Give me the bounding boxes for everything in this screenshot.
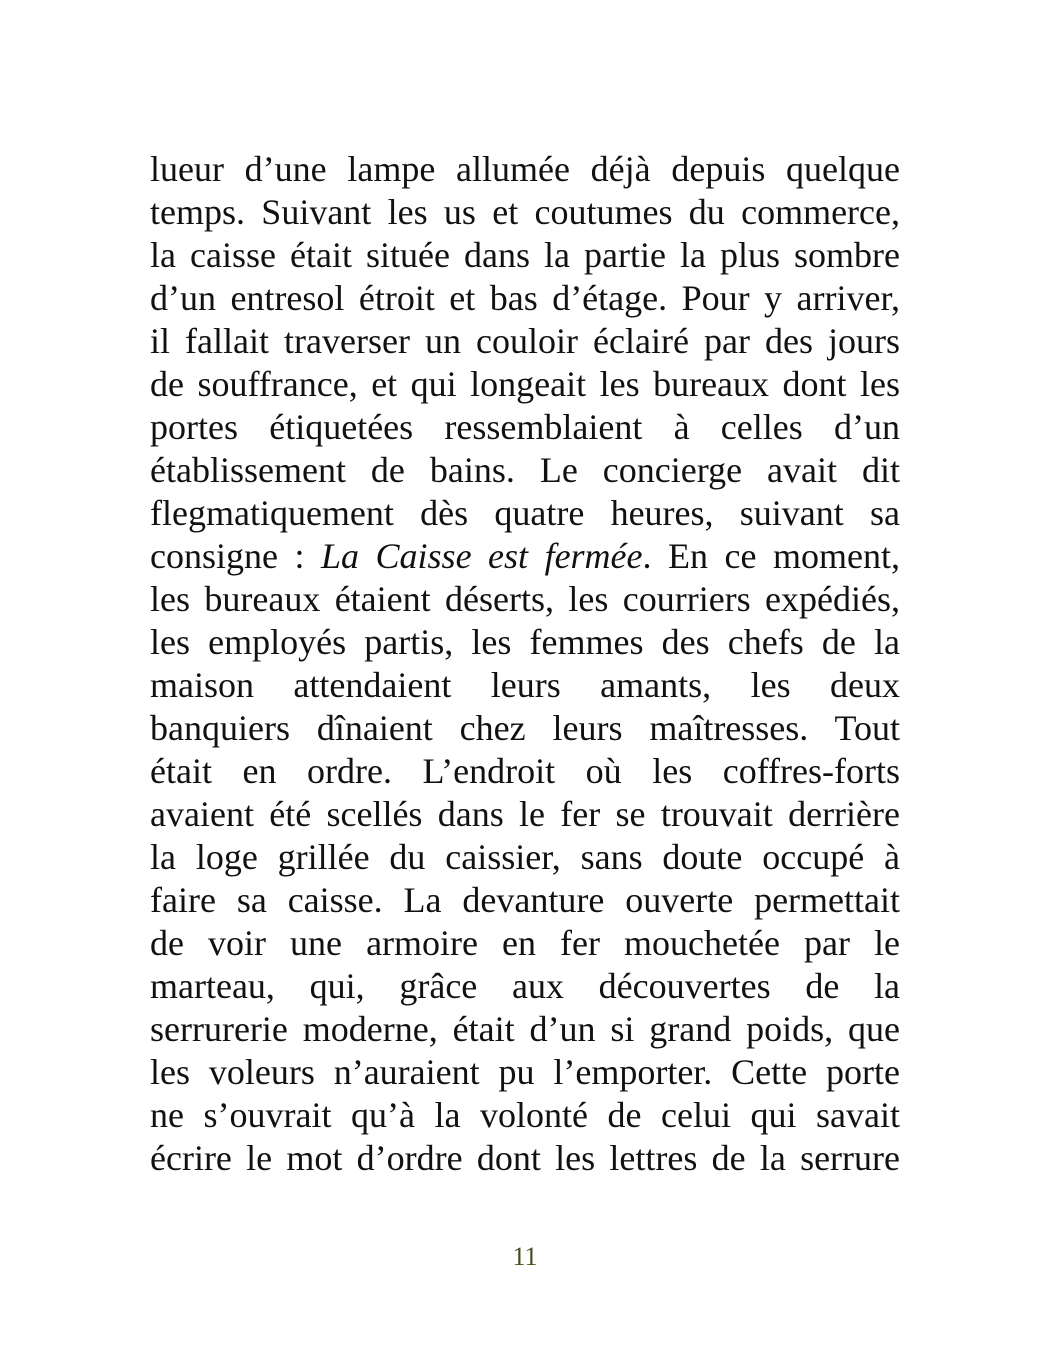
text-line: serrurerie moderne, était d’un si grand poids, que [150,1009,900,1049]
text-line: banquiers dînaient chez leurs maîtresses. Tout [150,708,900,748]
text-line: écrire le mot d’ordre dont les lettres de la serrure [150,1138,900,1178]
text-line: d’un entresol étroit et bas d’étage. Pour y arriver, [150,278,900,318]
text-line: maison attendaient leurs amants, les deux [150,665,900,705]
italic-phrase: La Caisse est fermée [321,536,643,576]
text-line: était en ordre. L’endroit où les coffres-forts [150,751,900,791]
text-line-with-italic [150,535,900,578]
text-line: la loge grillée du caissier, sans doute occupé à [150,837,900,877]
text-line: lueur d’une lampe allumée déjà depuis quelque [150,149,900,189]
text-line: la caisse était située dans la partie la plus sombre [150,235,900,275]
page-body-text [150,148,900,1180]
text-line: les bureaux étaient déserts, les courriers expédiés, [150,579,900,619]
text-segment: . En ce moment, [642,536,900,576]
text-segment: consigne : [150,536,321,576]
text-line: temps. Suivant les us et coutumes du commerce, [150,192,900,232]
text-line: les voleurs n’auraient pu l’emporter. Cette porte [150,1052,900,1092]
text-line: avaient été scellés dans le fer se trouvait derrière [150,794,900,834]
text-line: les employés partis, les femmes des chefs de la [150,622,900,662]
text-line: ne s’ouvrait qu’à la volonté de celui qui savait [150,1095,900,1135]
text-line: de souffrance, et qui longeait les bureaux dont les [150,364,900,404]
text-line: portes étiquetées ressemblaient à celles d’un [150,407,900,447]
text-line: flegmatiquement dès quatre heures, suivant sa [150,493,900,533]
text-line: de voir une armoire en fer mouchetée par le [150,923,900,963]
page-number: 11 [512,1242,538,1271]
text-line: il fallait traverser un couloir éclairé par des jours [150,321,900,361]
text-line: établissement de bains. Le concierge avait dit [150,450,900,490]
text-line: faire sa caisse. La devanture ouverte permettait [150,880,900,920]
text-line: marteau, qui, grâce aux découvertes de la [150,966,900,1006]
